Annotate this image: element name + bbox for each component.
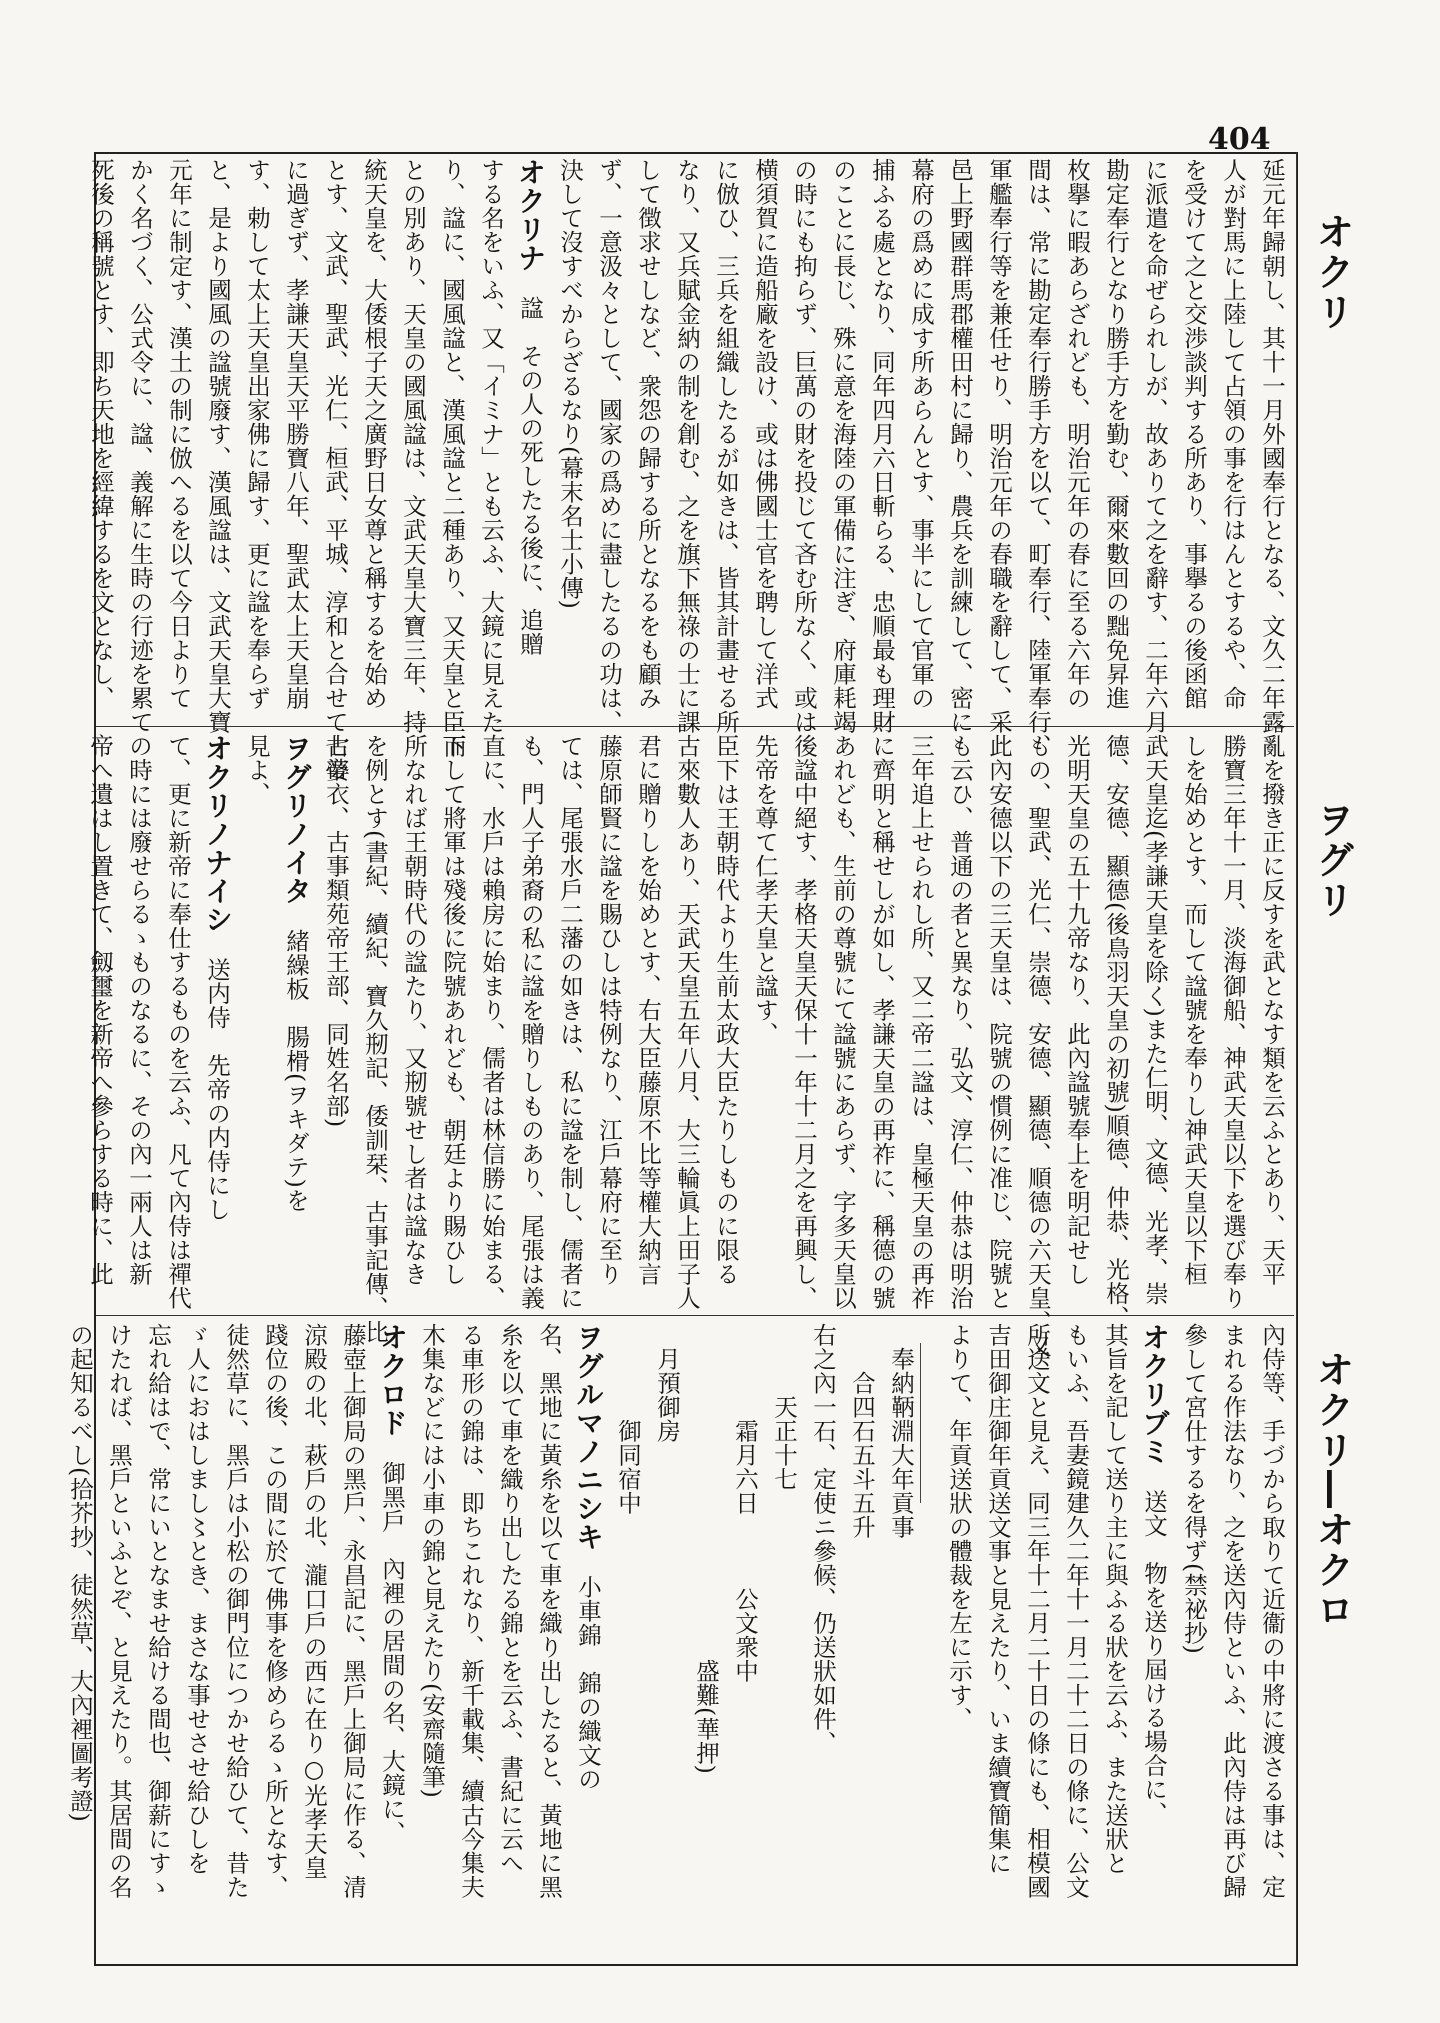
entry-text: 諡 その人の死したる後に、追贈 [516, 272, 544, 656]
entry-text: 緒繰板 腸榾(ヲキダテ)を [282, 905, 310, 1213]
text-line: を受けて之と交渉談判する所あり、事擧るの後函館 [1180, 158, 1208, 710]
text-line: 亂を撥き正に反すを武となす類を云ふとあり、天平 [1258, 734, 1286, 1286]
text-line: けたれば、黑戶といふとぞ、と見えたり。其居間の名 [105, 1323, 133, 1899]
text-line: 直に、水戶は賴房に始まり、儒者は林信勝に始まる、 [478, 734, 506, 1310]
entry-text: 御黑戶 內裡の居間の名、大鏡に、 [378, 1437, 406, 1845]
text-line: て、更に新帝に奉仕するものを云ふ、凡て內侍は禪代 [164, 734, 192, 1310]
entry-headword: オクリノナイシ [201, 734, 234, 934]
text-line: 內侍等、手づから取りて近衞の中將に渡さる事は、定 [1258, 1323, 1286, 1899]
text-line: 古婆衣、古事類苑帝王部、同姓名部) [322, 734, 350, 1128]
text-line: もいふ、吾妻鏡建久二年十一月二十二日の條に、公文 [1062, 1323, 1090, 1899]
text-line: 枚擧に暇あらざれども、明治元年の春に至る六年の [1063, 158, 1091, 710]
text-line: 邑上野國群馬郡權田村に歸り、農兵を訓練して、密に [946, 158, 974, 734]
text-line [197, 734, 237, 1307]
text-line: ゞ人におはしまし〻とき、まさな事せさせ給ひしを [183, 1323, 211, 1875]
text-line: 涼殿の北、萩戶の北、瀧口戶の西に在り○光孝天皇 [300, 1323, 328, 1880]
text-line: 合四石五斗五升 [848, 1323, 876, 1539]
running-head-bottom: オクリ―オクロ [1310, 1350, 1354, 1630]
text-line: 名、黑地に黃糸を以て車を織り出したると、黃地に黑 [535, 1323, 563, 1899]
text-line: 藤壺上御局の黑戶、永昌記に、黑戶上御局に作る、清 [339, 1323, 367, 1899]
text-line: 元年に制定す、漢土の制に倣へるを以て今日よりて [165, 158, 193, 710]
text-line: 吉田御庄御年貢送文事と見えたり、いま續寶簡集に [984, 1323, 1012, 1875]
text-line: 參して宮仕するを得ず(禁祕抄) [1180, 1323, 1208, 1655]
text-line: よりて、年貢送狀の體裁を左に示す、 [945, 1323, 973, 1731]
running-head-middle: ヲグリ [1310, 800, 1354, 920]
text-line [568, 1323, 608, 1953]
text-line: して徴求せしなど、衆怨の歸する所となるをも顧み [634, 158, 662, 710]
text-line: 捕ふる處となり、同年四月六日斬らる、忠順最も理財 [868, 158, 896, 734]
entry-headword: ヲグルマノニシキ [572, 1323, 605, 1551]
text-line: 軍艦奉行等を兼任せり、明治元年の春職を辭して、采 [985, 158, 1013, 734]
text-line: 踐位の後、この間に於て佛事を修めらるゝ所となす、 [261, 1323, 289, 1899]
text-line: 天正十七 [770, 1323, 798, 1491]
text-line: る車形の錦は、即ちこれなり、新千載集、續古今集夫 [457, 1323, 485, 1899]
text-line: 光明天皇の五十九帝なり、此內諡號奉上を明記せし [1063, 734, 1091, 1286]
text-line: 木集などには小車の錦と見えたり(安齋隨筆) [418, 1323, 446, 1799]
text-line: 忘れ給はで、常にいとなませ給ける間也、御薪にすゝ [144, 1323, 172, 1899]
page-number: 404 [1208, 122, 1271, 157]
text-line: 統天皇を、大倭根子天之廣野日女尊と稱するを始め [360, 158, 388, 710]
text-line: に倣ひ、三兵を組織したるが如きは、皆其計畫せる所 [712, 158, 740, 734]
text-line: 先帝を尊て仁孝天皇と諡す、 [751, 734, 779, 1046]
text-line: に齊明と稱せしが如し、孝謙天皇の再祚に、稱德の號 [868, 734, 896, 1310]
text-line: 月預御房 [653, 1323, 681, 1443]
text-line: しを始めとす、而して諡號を奉りし神武天皇以下桓 [1180, 734, 1208, 1286]
text-line: 間は、常に勘定奉行勝手方を以て、町奉行、陸軍奉行、 [1024, 158, 1052, 758]
text-line: との別あり、天皇の國風諡は、文武天皇大寶三年、持 [399, 158, 427, 734]
text-line [276, 734, 316, 1307]
text-line: 德、安德、顯德(後鳥羽天皇の初號)順德、仲恭、光格、 [1102, 734, 1130, 1330]
text-line: かく名づく、公式令に、諡、義解に生時の行迹を累て [126, 158, 154, 734]
text-line: もの、聖武、光仁、崇德、安德、顯德、順德の六天皇、又 [1024, 734, 1052, 1358]
text-line: 決して沒すべからざるなり(幕末名士小傳) [556, 158, 584, 610]
middle-text-block [86, 734, 1291, 1358]
text-line: の時には廢せらるゝものなるに、その內一兩人は新 [125, 734, 153, 1286]
entry-headword: オクリナ [514, 158, 547, 272]
text-line: の時にも拘らず、巨萬の財を投じて吝む所なく、或は [790, 158, 818, 734]
text-line: 臣下は王朝時代より生前太政大臣たりしものに限る [712, 734, 740, 1286]
text-line: のことに長じ、殊に意を海陸の軍備に注ぎ、府庫耗竭 [829, 158, 857, 734]
text-line: とす、文武、聖武、光仁、桓武、平城、淳和と合せて七帝 [321, 158, 349, 782]
text-line: 奉納鞆淵大年貢事 [887, 1323, 915, 1539]
text-line: り、諡に、國風諡と、漢風諡と二種あり、又天皇と臣下 [438, 158, 466, 758]
entry-text: 送内侍 先帝の内侍にし [203, 933, 231, 1222]
form-separator [920, 1343, 921, 1503]
bottom-text-block [66, 1323, 1291, 1953]
text-line: 所送文と見え、同三年十二月二十日の條にも、相模國 [1023, 1323, 1051, 1899]
text-line: 古來數人あり、天武天皇五年八月、大三輪眞上田子人 [673, 734, 701, 1310]
text-line [510, 158, 550, 718]
text-line: 勝寶三年十一月、淡海御船、神武天皇以下を選び奉り [1219, 734, 1247, 1310]
text-line: 人が對馬に上陸して占領の事を行はんとするや、命 [1219, 158, 1247, 710]
entry-headword: ヲグリノイタ [280, 734, 313, 905]
text-line: 横須賀に造船廠を設け、或は佛國士官を聘して洋式 [751, 158, 779, 710]
text-line: 武天皇迄(孝謙天皇を除く)また仁明、文德、光孝、崇 [1141, 734, 1169, 1306]
text-line: と、是より國風の諡號廢す、漢風諡は、文武天皇大寶 [204, 158, 232, 734]
text-line: まれる作法なり、之を送內侍といふ、此內侍は再び歸 [1219, 1323, 1247, 1899]
text-line: ては、尾張水戶二藩の如きは、私に諡を制し、儒者に [556, 734, 584, 1310]
text-line: 延元年歸朝し、其十一月外國奉行となる、文久二年露 [1258, 158, 1286, 734]
text-line [1134, 1323, 1174, 1953]
text-line: 所なれば王朝時代の諡たり、又剏號せし者は諡なき [400, 734, 428, 1286]
text-line: 徒然草に、黑戶は小松の御門位につかせ給ひて、昔た [222, 1323, 250, 1899]
text-line: なり、又兵賦金納の制を創む、之を旗下無祿の士に課 [673, 158, 701, 734]
text-line: 糸を以て車を織り出したる錦とを云ふ、書紀に云へ [496, 1323, 524, 1875]
text-line: ず、一意汲々として、國家の爲めに盡したるの功は、 [595, 158, 623, 734]
text-line: あれども、生前の尊號にて諡號にあらず、字多天皇以 [829, 734, 857, 1310]
text-line: 右之內一石、定使ニ參候、仍送狀如件、 [809, 1323, 837, 1755]
text-line: 盛難(華押) [692, 1323, 720, 1775]
text-line: する名をいふ、又「イミナ」とも云ふ、大鏡に見えた [477, 158, 505, 734]
entry-text: 小車錦 錦の織文の [574, 1551, 602, 1791]
text-line: 藤原師賢に諡を賜ひしは特例なり、江戶幕府に至り [595, 734, 623, 1286]
text-line: も云ひ、普通の者と異なり、弘文、淳仁、仲恭は明治 [946, 734, 974, 1310]
text-line [372, 1323, 412, 1953]
text-line: の起知るべし(拾芥抄、徒然草、大內裡圖考證) [66, 1323, 94, 1823]
text-line: 而して將軍は殘後に院號あれども、朝廷より賜ひし [439, 734, 467, 1286]
text-line: 帝へ遺はし置きて、劔璽を新帝へ參らする時に、此 [86, 734, 114, 1286]
running-head-top: オクリ [1310, 212, 1354, 332]
entry-headword: オクリブミ [1138, 1323, 1171, 1466]
text-line: 御同宿中 [614, 1323, 642, 1515]
text-line: を例とす(書紀、續紀、寶久剏記、倭訓栞、古事記傳、比 [361, 734, 389, 1344]
text-line: 霜月六日 公文衆中 [731, 1323, 759, 1683]
text-line: も、門人子弟裔の私に諡を贈りしものあり、尾張は義 [517, 734, 545, 1310]
text-line: 死後の稱號とす、即ち天地を經緯するを文となし、 [87, 158, 115, 710]
text-line: 幕府の爲めに成す所あらんとす、事半にして官軍の [907, 158, 935, 710]
text-line: に派遣を命ぜられしが、故ありて之を辭す、二年六月 [1141, 158, 1169, 734]
text-line: 君に贈りしを始めとす、右大臣藤原不比等權大納言 [634, 734, 662, 1286]
text-line: 此內安德以下の三天皇は、院號の慣例に准じ、院號と [985, 734, 1013, 1310]
text-line: す、勅して太上天皇出家佛に歸す、更に諡を奉らず [243, 158, 271, 710]
text-line: 後諡中絕す、孝格天皇天保十一年十二月之を再興し、 [790, 734, 818, 1310]
text-line: 見よ、 [243, 734, 271, 806]
text-line: に過ぎず、孝謙天皇天平勝寶八年、聖武太上天皇崩 [282, 158, 310, 710]
entry-headword: オクロド [376, 1323, 409, 1437]
entry-text: 送文 物を送り屆ける場合に、 [1140, 1465, 1168, 1826]
text-line: 其旨を記して送り主に與ふる狀を云ふ、また送狀と [1101, 1323, 1129, 1875]
text-line: 勘定奉行となり勝手方を勤む、爾來數回の黜免昇進 [1102, 158, 1130, 710]
text-line: 三年追上せられし所、又二帝二諡は、皇極天皇の再祚 [907, 734, 935, 1310]
margin-rule [1296, 152, 1297, 1964]
